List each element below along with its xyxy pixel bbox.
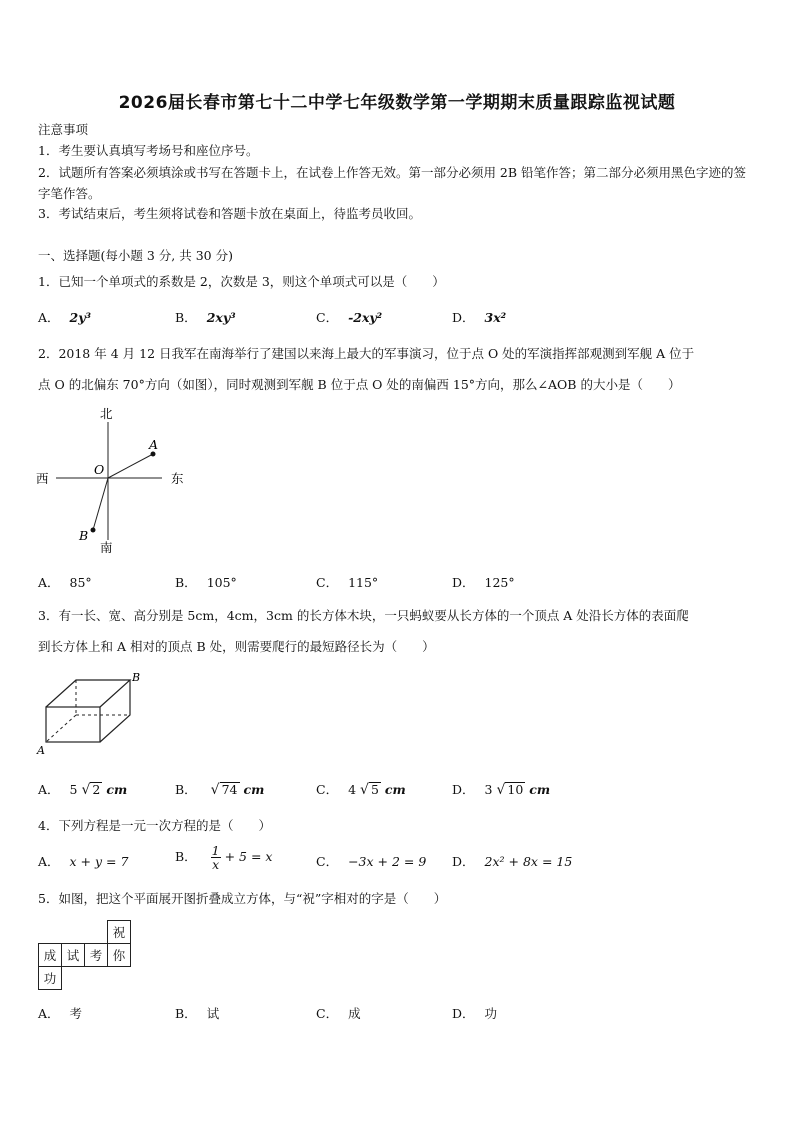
option-label: C．	[316, 575, 339, 590]
notice-item-2: 2．试题所有答案必须填涂或书写在答题卡上，在试卷上作答无效。第一部分必须用 2B 铅笔作答；第二部分必须用黑色字迹的签字笔作答。	[38, 165, 747, 201]
cuboid-right-face	[100, 680, 130, 742]
option-c	[316, 308, 382, 326]
fraction-denominator: x	[212, 857, 220, 872]
label-south: 南	[100, 540, 113, 555]
label-east: 东	[171, 471, 184, 486]
label-b: B	[79, 528, 89, 543]
option-label: D．	[452, 782, 475, 797]
label-origin: O	[94, 462, 105, 477]
question-5-stem: 5．如图，把这个平面展开图折叠成立方体，与“祝”字相对的字是（ ）	[38, 891, 447, 906]
option-text: x + y = 7	[69, 854, 129, 869]
option-label: B．	[175, 310, 197, 325]
radical-sign: √	[210, 782, 220, 798]
option-text: 成	[348, 1006, 361, 1021]
radical-sign: √	[360, 782, 369, 798]
option-unit: cm	[243, 782, 265, 797]
option-label: A．	[38, 782, 60, 797]
option-label: A．	[38, 854, 60, 869]
option-text: 2y³	[69, 310, 91, 325]
label-b: B	[132, 671, 141, 684]
option-coefficient: 4	[348, 782, 357, 797]
option-text: −3x + 2 = 9	[348, 854, 427, 869]
option-c	[316, 780, 406, 798]
question-4-stem: 4．下列方程是一元一次方程的是（ ）	[38, 818, 271, 833]
option-a	[38, 780, 127, 798]
option-d	[452, 308, 506, 326]
option-label: C．	[316, 310, 339, 325]
option-a	[38, 308, 91, 326]
notice-item-3: 3．考试结束后，考生须将试卷和答题卡放在桌面上，待监考员收回。	[38, 206, 421, 221]
cuboid-hidden-edge	[46, 715, 76, 742]
option-label: D．	[452, 1006, 475, 1021]
radical-sign: √	[81, 782, 91, 798]
option-label: B．	[175, 575, 197, 590]
point-a	[151, 452, 156, 457]
option-label: C．	[316, 854, 339, 869]
option-unit: cm	[529, 782, 551, 797]
label-a: A	[149, 437, 159, 452]
option-label: D．	[452, 310, 475, 325]
question-3-stem-line-2: 到长方体上和 A 相对的顶点 B 处，则需要爬行的最短路径长为（ ）	[38, 639, 435, 654]
net-cell: 试	[62, 944, 85, 967]
section-heading: 一、选择题(每小题 3 分, 共 30 分)	[38, 248, 233, 263]
option-text: 考	[69, 1006, 83, 1021]
option-b	[175, 573, 237, 591]
option-radicand: 10	[507, 782, 524, 797]
question-2-stem-line-2: 点 O 的北偏东 70°方向（如图），同时观测到军舰 B 位于点 O 处的南偏西 15°方向，那么∠AOB 的大小是（ ）	[38, 377, 681, 392]
ray-ob	[93, 478, 108, 530]
option-a	[38, 573, 92, 591]
option-text: 115°	[348, 575, 379, 590]
option-b	[175, 780, 264, 798]
option-text: 105°	[206, 575, 237, 590]
option-coefficient: 3	[484, 782, 493, 797]
net-cell-bottom: 功	[39, 967, 62, 990]
question-1-stem: 1．已知一个单项式的系数是 2，次数是 3，则这个单项式可以是（ ）	[38, 274, 445, 289]
option-radicand: 74	[221, 782, 238, 797]
net-cell: 你	[108, 944, 131, 967]
question-3-stem-line-1: 3．有一长、宽、高分别是 5cm，4cm，3cm 的长方体木块，一只蚂蚁要从长方体的一个顶点 A 处沿长方体的表面爬	[38, 608, 689, 623]
option-text: 3x²	[484, 310, 507, 325]
ray-oa	[108, 454, 153, 478]
label-a: A	[37, 744, 45, 756]
option-d	[452, 780, 550, 798]
option-coefficient: 5	[69, 782, 78, 797]
compass-figure	[34, 404, 194, 556]
label-north: 北	[100, 406, 113, 421]
cube-net-figure	[38, 920, 131, 990]
option-c	[316, 1004, 361, 1022]
option-d	[452, 573, 515, 591]
option-text: 试	[206, 1006, 220, 1021]
cuboid-top-face	[46, 680, 130, 707]
option-b	[175, 844, 272, 871]
option-text: + 5 = x	[224, 849, 273, 864]
option-label: B．	[175, 782, 197, 797]
page-title: 2026届长春市第七十二中学七年级数学第一学期期末质量跟踪监视试题	[118, 93, 676, 113]
option-d	[452, 852, 572, 870]
option-unit: cm	[384, 782, 406, 797]
fraction	[211, 844, 221, 871]
fraction-numerator: 1	[211, 843, 220, 858]
option-label: A．	[38, 1006, 60, 1021]
option-text: 125°	[484, 575, 515, 590]
label-west: 西	[36, 471, 49, 486]
option-label: C．	[316, 782, 339, 797]
question-2-stem-line-1: 2．2018 年 4 月 12 日我军在南海举行了建国以来海上最大的军事演习，位于点 O 处的军演指挥部观测到军舰 A 位于	[38, 346, 695, 361]
net-cell: 考	[85, 944, 108, 967]
option-c	[316, 852, 426, 870]
point-b	[91, 528, 96, 533]
net-cell: 成	[39, 944, 62, 967]
option-a	[38, 1004, 82, 1022]
option-label: C．	[316, 1006, 339, 1021]
option-label: D．	[452, 575, 475, 590]
option-unit: cm	[106, 782, 128, 797]
option-a	[38, 852, 128, 870]
option-text: 2x² + 8x = 15	[484, 854, 573, 869]
option-c	[316, 573, 378, 591]
option-text: 2xy³	[206, 310, 236, 325]
notice-heading: 注意事项	[38, 122, 89, 137]
option-b	[175, 1004, 219, 1022]
option-label: D．	[452, 854, 475, 869]
option-text: 85°	[69, 575, 92, 590]
option-radicand: 2	[92, 782, 101, 797]
option-label: A．	[38, 575, 60, 590]
option-b	[175, 308, 236, 326]
option-text: -2xy²	[348, 310, 383, 325]
option-label: B．	[175, 849, 197, 864]
option-label: A．	[38, 310, 60, 325]
option-d	[452, 1004, 497, 1022]
option-label: B．	[175, 1006, 197, 1021]
option-radicand: 5	[370, 782, 379, 797]
option-text: 功	[484, 1006, 498, 1021]
net-cell-top: 祝	[108, 921, 131, 944]
cuboid-figure	[36, 670, 142, 756]
notice-item-1: 1．考生要认真填写考场号和座位序号。	[38, 143, 259, 158]
radical-sign: √	[496, 782, 506, 798]
cuboid-front-face	[46, 707, 100, 742]
